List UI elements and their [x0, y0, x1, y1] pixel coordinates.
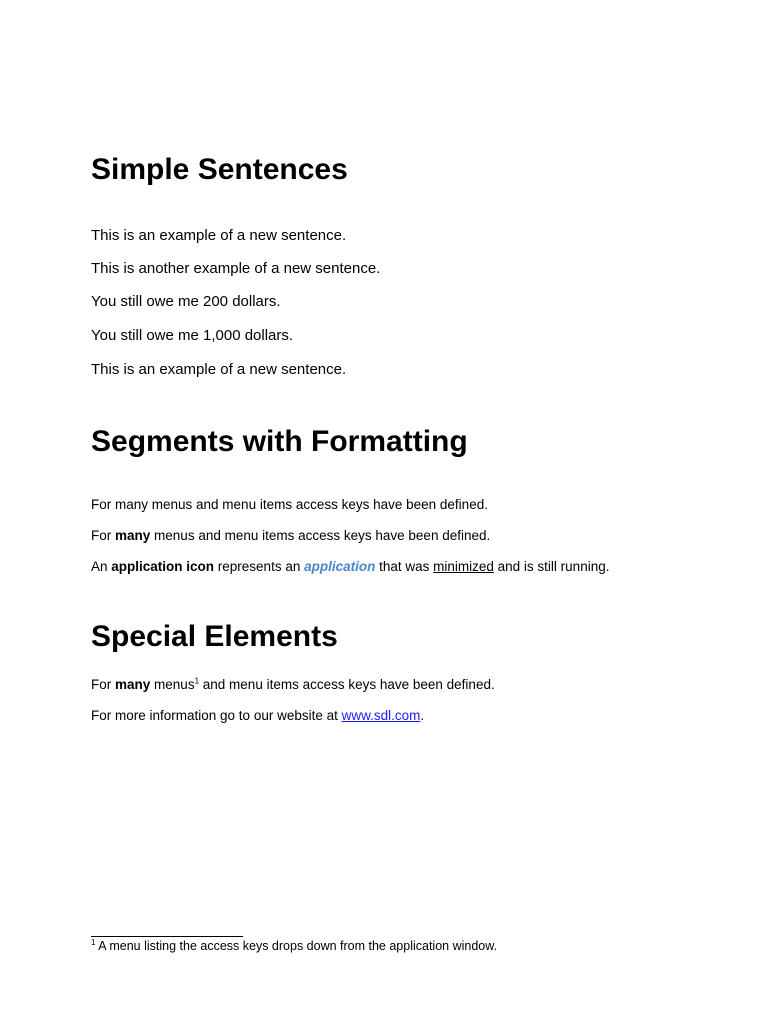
special-line-1-middle: menus: [150, 677, 195, 692]
simple-sentence-4: You still owe me 1,000 dollars.: [91, 327, 294, 344]
formatting-line-3-part3: that was: [375, 559, 434, 574]
formatting-line-3-underlined: minimized: [433, 559, 494, 574]
formatting-line-2-bold: many: [115, 528, 151, 543]
simple-sentence-2: This is another example of a new sentence.: [91, 260, 381, 277]
formatting-line-3-part2: represents an: [214, 559, 305, 574]
special-line-2: [91, 708, 424, 724]
formatting-line-2-before: For: [91, 528, 116, 543]
special-line-2-after: .: [420, 708, 425, 723]
special-line-1: [91, 677, 495, 693]
formatting-line-2-after: menus and menu items access keys have been defined.: [150, 528, 491, 543]
special-line-1-bold: many: [115, 677, 151, 692]
footnote-reference[interactable]: 1: [194, 676, 200, 686]
heading-simple-sentences: Simple Sentences: [91, 153, 348, 186]
footnote: [91, 939, 497, 954]
footnote-separator: [91, 936, 243, 937]
simple-sentence-1: This is an example of a new sentence.: [91, 227, 347, 244]
formatting-line-3-part4: and is still running.: [493, 559, 610, 574]
footnote-mark: 1: [91, 937, 96, 947]
formatting-line-3-bold: application icon: [111, 559, 215, 574]
formatting-line-3-italic: application: [304, 559, 376, 574]
simple-sentence-5: This is an example of a new sentence.: [91, 361, 347, 378]
special-line-1-after: and menu items access keys have been defined.: [199, 677, 495, 692]
formatting-line-3-part1: An: [91, 559, 112, 574]
heading-special-elements: Special Elements: [91, 620, 338, 653]
simple-sentence-3: You still owe me 200 dollars.: [91, 293, 281, 310]
formatting-line-2: [91, 528, 490, 544]
special-line-1-before: For: [91, 677, 116, 692]
website-link[interactable]: www.sdl.com: [341, 708, 421, 723]
formatting-line-1: For many menus and menu items access keys have been defined.: [91, 497, 488, 512]
formatting-line-3: [91, 559, 609, 575]
special-line-2-before: For more information go to our website at: [91, 708, 342, 723]
heading-segments-with-formatting: Segments with Formatting: [91, 425, 468, 458]
footnote-text: A menu listing the access keys drops down from the application window.: [95, 939, 498, 953]
